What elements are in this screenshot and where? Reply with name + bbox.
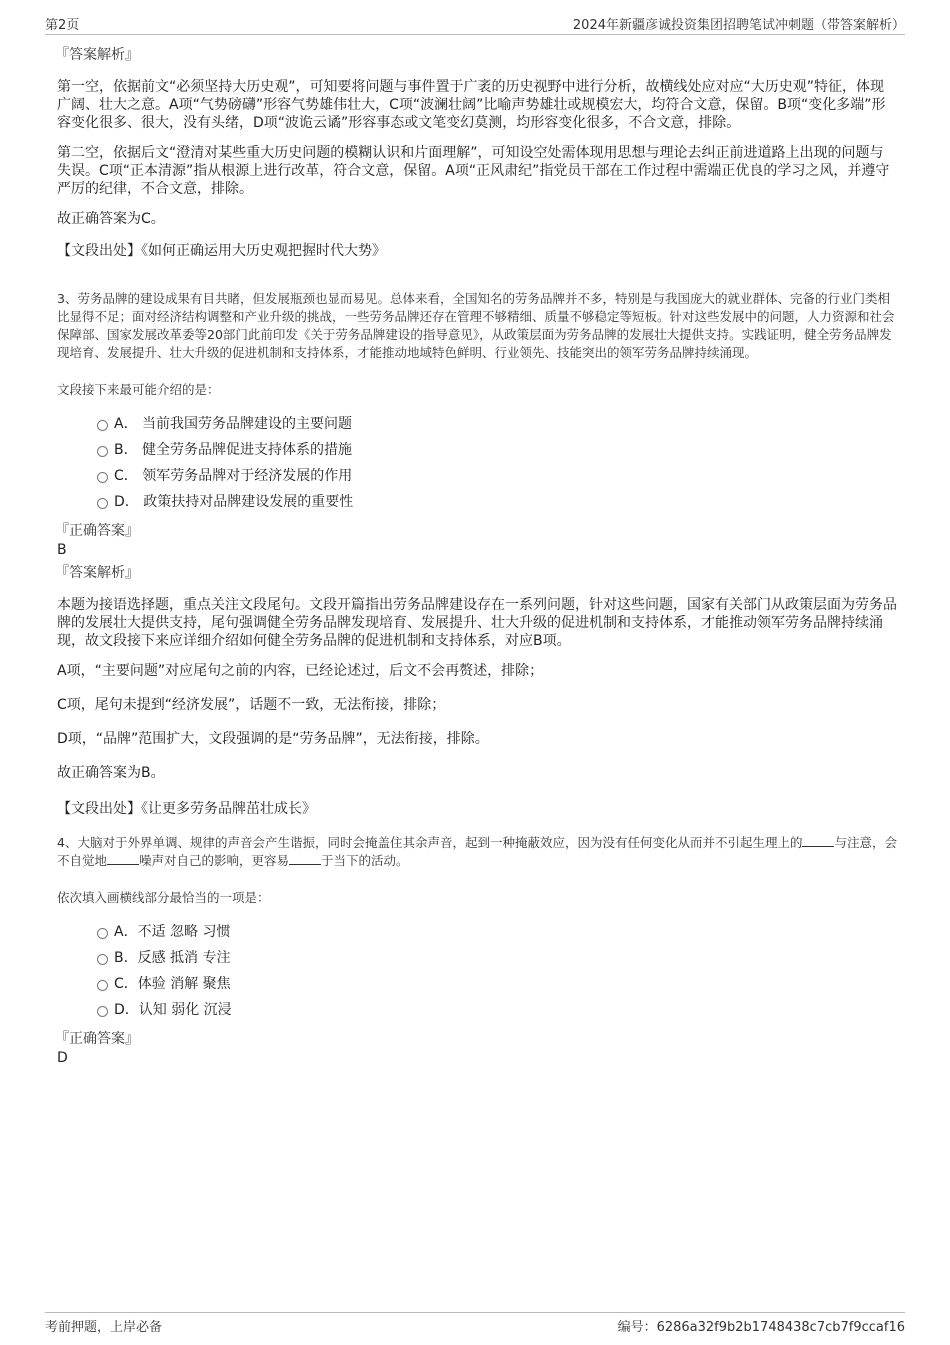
question-text-part: 于当下的活动。 (321, 853, 409, 868)
source-citation: 【文段出处】《如何正确运用大历史观把握时代大势》 (57, 243, 386, 259)
analysis-paragraph: 第一空，依据前文“必须坚持大历史观”，可知要将问题与事件置于广袤的历史视野中进行分析，故横线处应对应“大历史观”特征，体现广阔、壮大之意。A项“气势磅礴”形容气势雄伟壮大，C项“波澜壮阔”比喻声势雄壮或规模宏大，均符合文意，保留。B项“变化多端”形容变化很多、很大，没有头绪，D项“波诡云谲”形容事态或文笔变幻莫测，均形容变化很多，不合文意，排除。 (57, 79, 886, 131)
analysis-paragraph: D项，“品牌”范围扩大，文段强调的是“劳务品牌”，无法衔接，排除。 (57, 731, 489, 747)
document-code: 编号：6286a32f9b2b1748438c7cb7f9ccaf16 (617, 1320, 905, 1335)
conclusion: 故正确答案为C。 (57, 211, 165, 227)
option-label: B．反感 抵消 专注 (114, 950, 231, 966)
question-4 (57, 834, 897, 1066)
correct-answer: B (57, 542, 67, 558)
question-text (57, 834, 897, 870)
page-header (45, 12, 905, 35)
question-text-part: 与注意，会不自觉地 (57, 835, 897, 868)
analysis-paragraph: C项，尾句未提到“经济发展”，话题不一致，无法衔接，排除； (57, 697, 446, 713)
page-content (57, 44, 897, 1066)
conclusion: 故正确答案为B。 (57, 765, 165, 781)
radio-icon[interactable] (97, 498, 108, 509)
option-b[interactable] (57, 948, 897, 974)
question-text-part: 噪声对自己的影响，更容易 (139, 853, 290, 868)
page-number: 第2页 (45, 18, 80, 33)
option-b[interactable] (57, 440, 897, 466)
radio-icon[interactable] (97, 980, 108, 991)
analysis-paragraph: A项，“主要问题”对应尾句之前的内容，已经论述过，后文不会再赘述，排除； (57, 663, 544, 679)
option-a[interactable] (57, 922, 897, 948)
radio-icon[interactable] (97, 954, 108, 965)
option-list (57, 922, 897, 1026)
option-label: D．认知 弱化 沉浸 (114, 1002, 232, 1018)
question-prompt: 文段接下来最可能介绍的是： (57, 382, 220, 397)
blank-line (289, 852, 321, 865)
option-label: A． 当前我国劳务品牌建设的主要问题 (114, 416, 353, 432)
page-footer (45, 1312, 905, 1337)
option-label: C． 领军劳务品牌对于经济发展的作用 (114, 468, 353, 484)
option-c[interactable] (57, 974, 897, 1000)
answer-tag: 『正确答案』 (55, 523, 139, 539)
blank-line (802, 834, 834, 847)
radio-icon[interactable] (97, 472, 108, 483)
question-text-part: 4、大脑对于外界单调、规律的声音会产生谐振，同时会掩盖住其余声音，起到一种掩蔽效应，因为没有任何变化从而并不引起生理上的 (57, 835, 803, 850)
option-label: A．不适 忽略 习惯 (114, 924, 231, 940)
option-a[interactable] (57, 414, 897, 440)
radio-icon[interactable] (97, 420, 108, 431)
option-list (57, 414, 897, 518)
q2-analysis-section (57, 44, 897, 260)
radio-icon[interactable] (97, 446, 108, 457)
option-c[interactable] (57, 466, 897, 492)
footer-slogan: 考前押题，上岸必备 (45, 1320, 163, 1335)
question-prompt: 依次填入画横线部分最恰当的一项是： (57, 890, 270, 905)
option-label: D． 政策扶持对品牌建设发展的重要性 (114, 494, 354, 510)
radio-icon[interactable] (97, 928, 108, 939)
option-label: B． 健全劳务品牌促进支持体系的措施 (114, 442, 353, 458)
question-3 (57, 290, 897, 818)
analysis-tag: 『答案解析』 (55, 47, 139, 63)
option-d[interactable] (57, 1000, 897, 1026)
question-text: 3、劳务品牌的建设成果有目共睹，但发展瓶颈也显而易见。总体来看，全国知名的劳务品牌并不多，特别是与我国庞大的就业群体、完备的行业门类相比显得不足；面对经济结构调整和产业升级的挑战，一些劳务品牌还存在管理不够精细、质量不够稳定等短板。针对这些发展中的问题，人力资源和社会保障部、国家发展改革委等20部门此前印发《关于劳务品牌建设的指导意见》，从政策层面为劳务品牌的发展壮大提供支持。实践证明，健全劳务品牌发现培育、发展提升、壮大升级的促进机制和支持体系，才能推动地域特色鲜明、行业领先、技能突出的领军劳务品牌持续涌现。 (57, 291, 895, 360)
source-citation: 【文段出处】《让更多劳务品牌茁壮成长》 (57, 801, 316, 817)
blank-line (107, 852, 139, 865)
analysis-paragraph: 第二空，依据后文“澄清对某些重大历史问题的模糊认识和片面理解”，可知设空处需体现用思想与理论去纠正前进道路上出现的问题与失误。C项“正本清源”指从根源上进行改革，符合文意，保留。A项“正风肃纪”指党员干部在工作过程中需端正优良的学习之风，并遵守严厉的纪律，不合文意，排除。 (57, 145, 890, 197)
analysis-tag: 『答案解析』 (55, 565, 139, 581)
radio-icon[interactable] (97, 1006, 108, 1017)
analysis-paragraph: 本题为接语选择题，重点关注文段尾句。文段开篇指出劳务品牌建设存在一系列问题，针对这些问题，国家有关部门从政策层面为劳务品牌的发展壮大提供支持，尾句强调健全劳务品牌发现培育、发展提升、壮大升级的促进机制和支持体系，才能推动领军劳务品牌持续涌现，故文段接下来应详细介绍如何健全劳务品牌的促进机制和支持体系，对应B项。 (57, 597, 897, 649)
option-label: C．体验 消解 聚焦 (114, 976, 231, 992)
correct-answer: D (57, 1050, 68, 1066)
document-title: 2024年新疆彦诚投资集团招聘笔试冲刺题（带答案解析） (572, 18, 905, 33)
option-d[interactable] (57, 492, 897, 518)
answer-tag: 『正确答案』 (55, 1031, 139, 1047)
